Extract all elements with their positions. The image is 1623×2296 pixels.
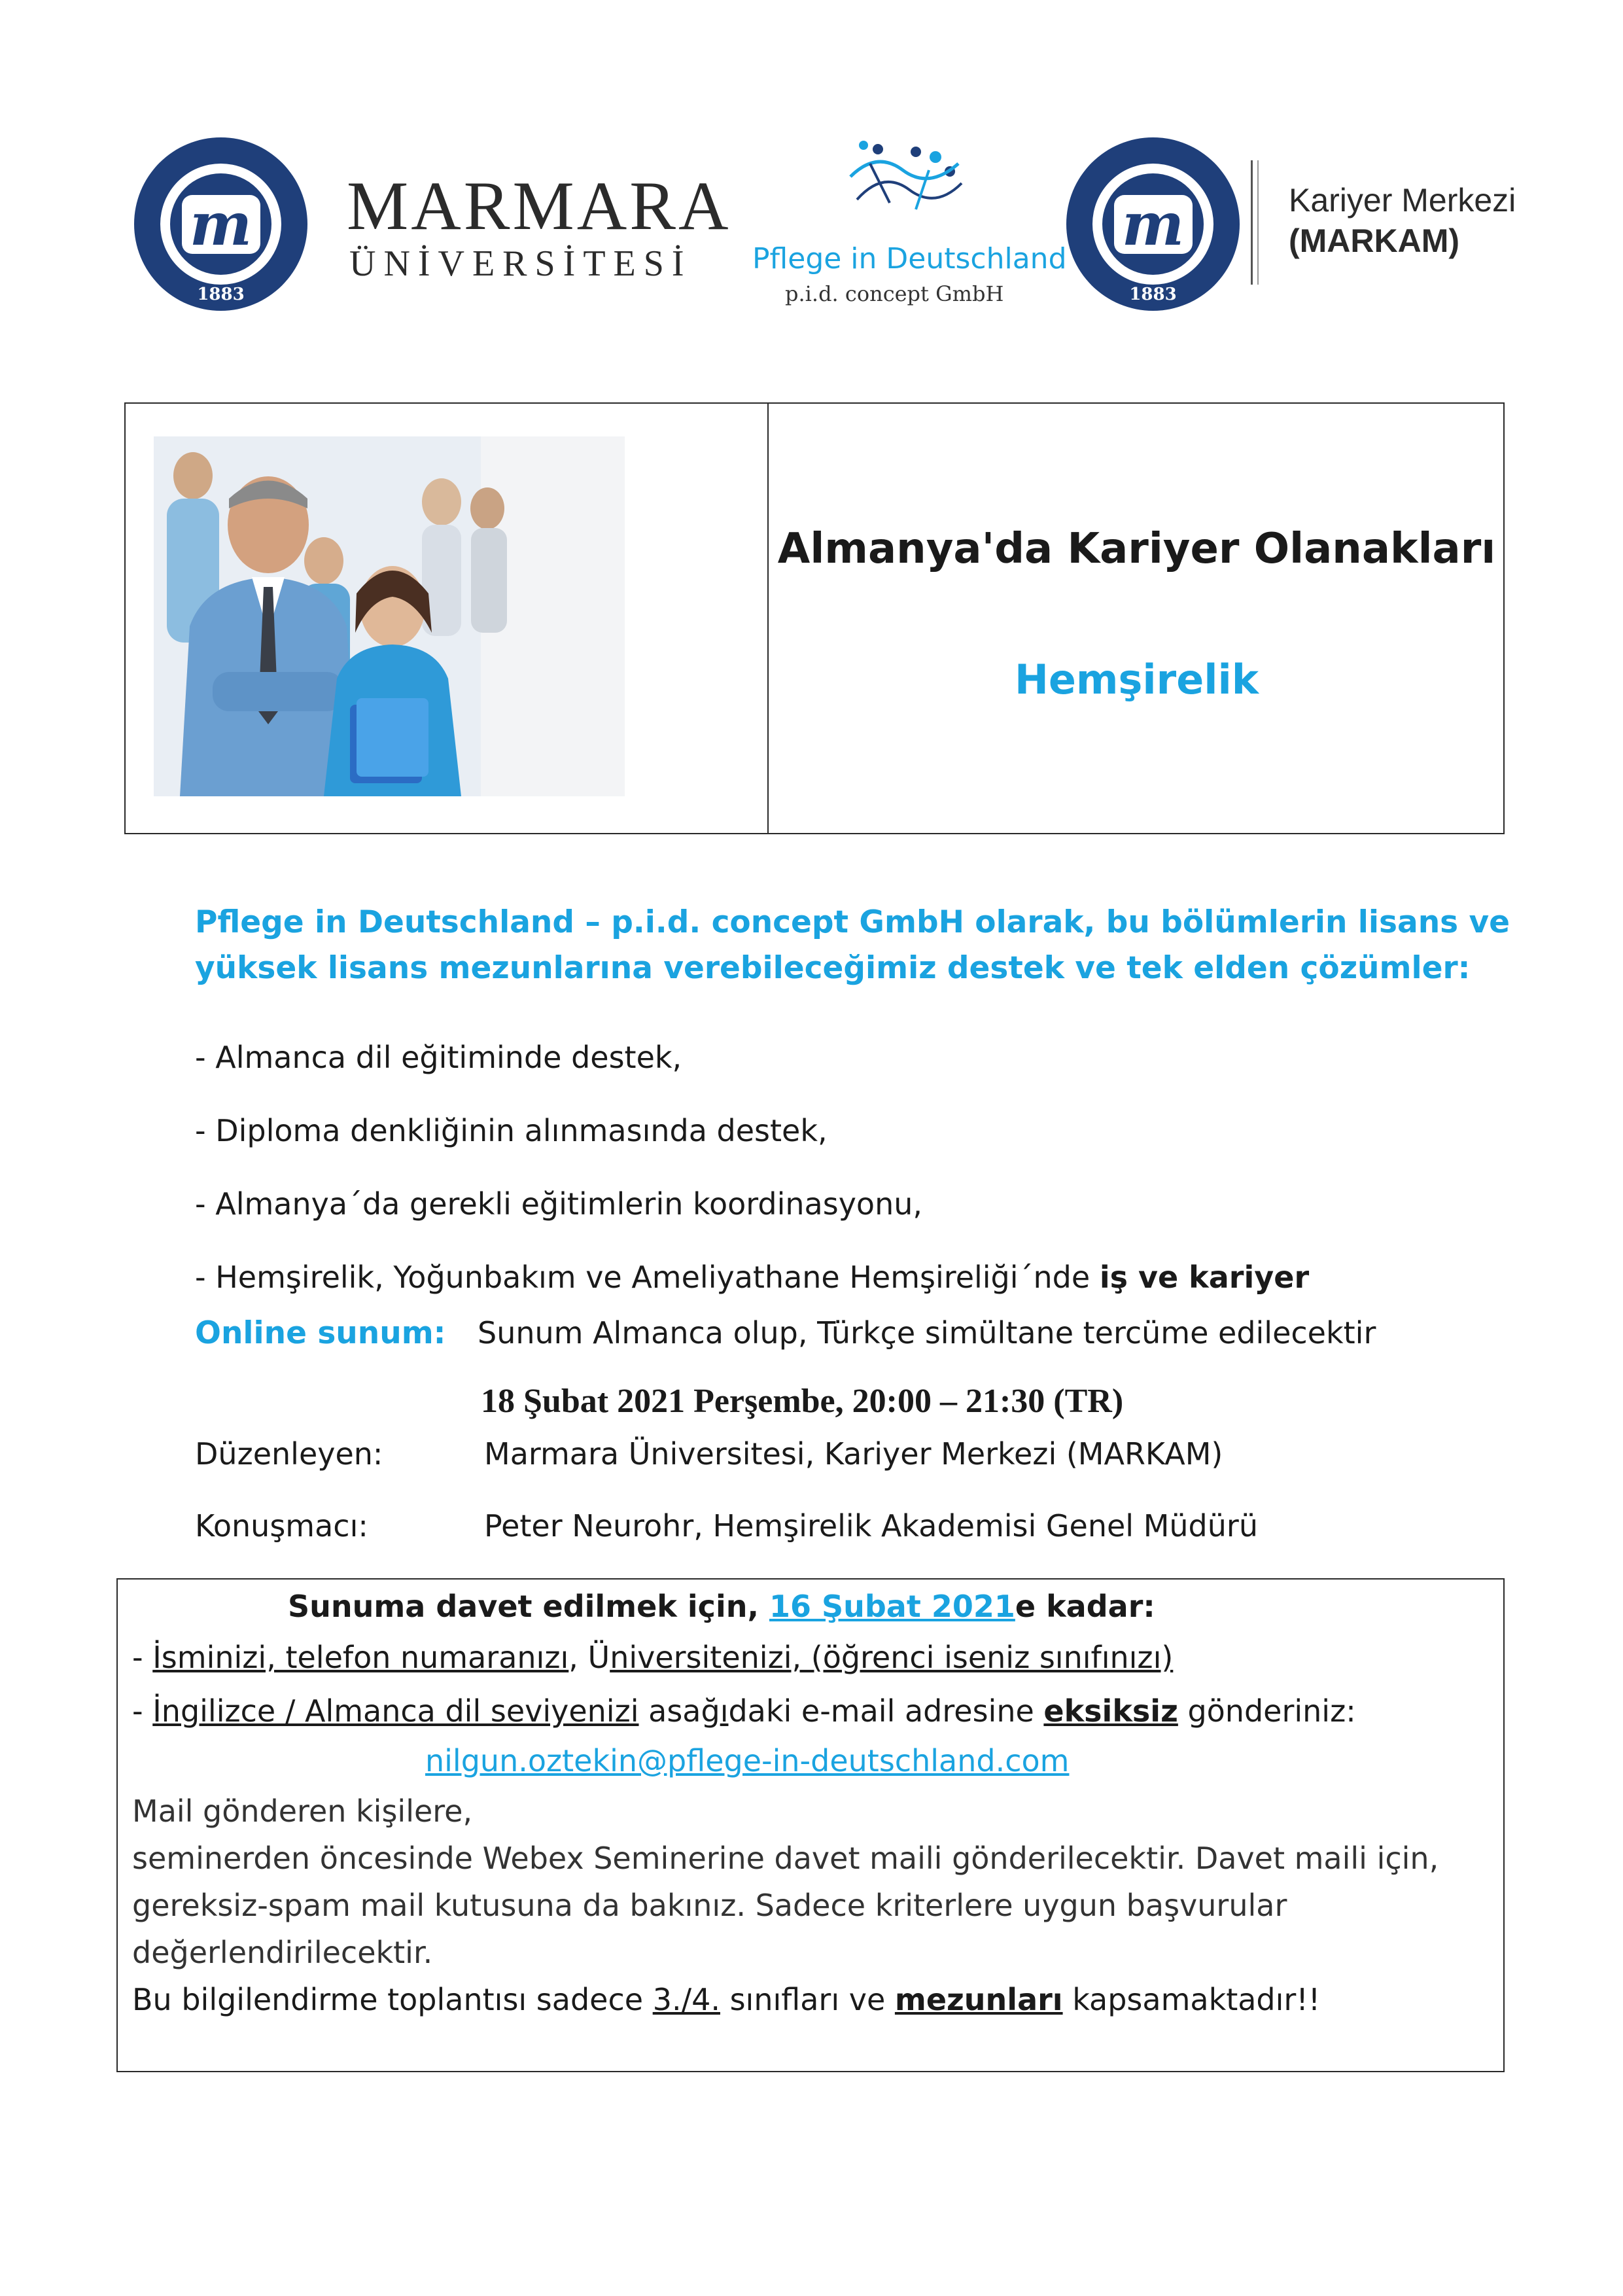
organizer-value: Marmara Üniversitesi, Kariyer Merkezi (MARKAM) [484, 1436, 1223, 1472]
para-line: gereksiz-spam mail kutusuna da bakınız. Sadece kriterlere uygun başvurular [132, 1888, 1287, 1923]
intro [195, 900, 1510, 991]
marmara-name-line1: MARMARA [347, 168, 731, 244]
b-complete: eksiksiz [1043, 1693, 1178, 1729]
nurses-photo [154, 436, 625, 796]
bullet-item: - Almanca dil eğitiminde destek, [195, 1040, 682, 1075]
last-end: kapsamaktadır!! [1062, 1982, 1321, 2017]
intro-line2: yüksek lisans mezunlarına verebileceğimiz destek ve tek elden çözümler: [195, 950, 1471, 986]
marmara-logo [134, 137, 731, 314]
mid1: asağ [638, 1693, 720, 1729]
pid-logo [746, 137, 1067, 314]
invite-heading-suffix: e kadar: [1015, 1589, 1155, 1624]
para-last-line [132, 1976, 1439, 2023]
banner-table [124, 402, 1505, 834]
intro-line1: Pflege in Deutschland – p.i.d. concept GmbH olarak, bu bölümlerin lisans ve [195, 904, 1510, 940]
marmara-name-line2: ÜNİVERSİTESİ [349, 243, 692, 284]
online-text: Sunum Almanca olup, Türkçe simültane tercüme edilecektir [478, 1315, 1376, 1351]
bullet-item-text: - Hemşirelik, Yoğunbakım ve Ameliyathane Hemşireliği´nde [195, 1260, 1100, 1295]
invite-heading [288, 1589, 1155, 1624]
markam-divider [1251, 160, 1253, 285]
bullet-item: - Almanya´da gerekli eğitimlerin koordinasyonu, [195, 1186, 922, 1222]
speaker-label: Konuşmacı: [195, 1508, 368, 1544]
seal-year-2: 1883 [1129, 285, 1177, 304]
u-university: niversitenizi, (öğrenci iseniz sınıfınızı) [610, 1640, 1174, 1675]
dash: - [132, 1640, 153, 1675]
last-prefix: Bu bilgilendirme toplantısı sadece [132, 1982, 653, 2017]
speaker-value: Peter Neurohr, Hemşirelik Akademisi Genel Müdürü [484, 1508, 1258, 1544]
seal-year: 1883 [197, 285, 245, 304]
email-link[interactable]: nilgun.oztekin@pflege-in-deutschland.com [425, 1743, 1070, 1778]
dash: - [132, 1693, 153, 1729]
invite-heading-prefix: Sunuma davet edilmek için, [288, 1589, 769, 1624]
markam-divider-2 [1257, 160, 1259, 285]
bullet-item [195, 1241, 1309, 1314]
bullet-item: - Diploma denkliğinin alınmasında destek, [195, 1113, 828, 1148]
banner-divider [767, 404, 769, 833]
invite-paragraph [132, 1788, 1439, 2023]
banner-title: Almanya'da Kariyer Olanakları [777, 525, 1496, 573]
pid-figures-icon [837, 137, 968, 222]
invite-line1 [132, 1640, 1173, 1675]
markam-logo [1066, 137, 1577, 314]
u-i: ı [720, 1693, 729, 1729]
last-mid: sınıfları ve [720, 1982, 895, 2017]
bullet-item-bold: iş ve kariyer [1099, 1260, 1310, 1295]
date-line: 18 Şubat 2021 Perşembe, 20:00 – 21:30 (TR) [481, 1383, 1124, 1420]
end: gönderiniz: [1178, 1693, 1356, 1729]
pid-sub: p.i.d. concept GmbH [785, 281, 1004, 306]
b-graduates: mezunları [894, 1982, 1063, 2017]
u-language: İngilizce / Almanca dil seviyenizi [152, 1693, 639, 1729]
banner-subtitle: Hemşirelik [1014, 656, 1259, 703]
organizer-label: Düzenleyen: [195, 1436, 383, 1472]
markam-text [1289, 180, 1516, 261]
invite-line2 [132, 1693, 1356, 1729]
markam-seal-icon: m 1883 [1066, 137, 1240, 311]
para-line: değerlendirilecektir. [132, 1935, 433, 1970]
marmara-seal-icon: m 1883 [134, 137, 307, 311]
online-label: Online sunum: [195, 1315, 446, 1351]
para-line: seminerden öncesinde Webex Seminerine davet maili gönderilecektir. Davet maili için, [132, 1841, 1439, 1876]
markam-line1: Kariyer Merkezi [1289, 182, 1516, 219]
pid-name: Pflege in Deutschland [752, 242, 1067, 275]
u-name-phone: İsminizi, telefon numaranızı [152, 1640, 569, 1675]
bullet-list [195, 1021, 1309, 1314]
markam-line2: (MARKAM) [1289, 222, 1460, 259]
invite-box [116, 1578, 1505, 2072]
mid: , Ü [568, 1640, 610, 1675]
para-line: Mail gönderen kişilere, [132, 1793, 473, 1829]
mid2: daki e-mail adresine [728, 1693, 1044, 1729]
u-classes: 3./4. [652, 1982, 720, 2017]
invite-deadline: 16 Şubat 2021 [769, 1589, 1015, 1624]
marmara-name [347, 170, 731, 285]
